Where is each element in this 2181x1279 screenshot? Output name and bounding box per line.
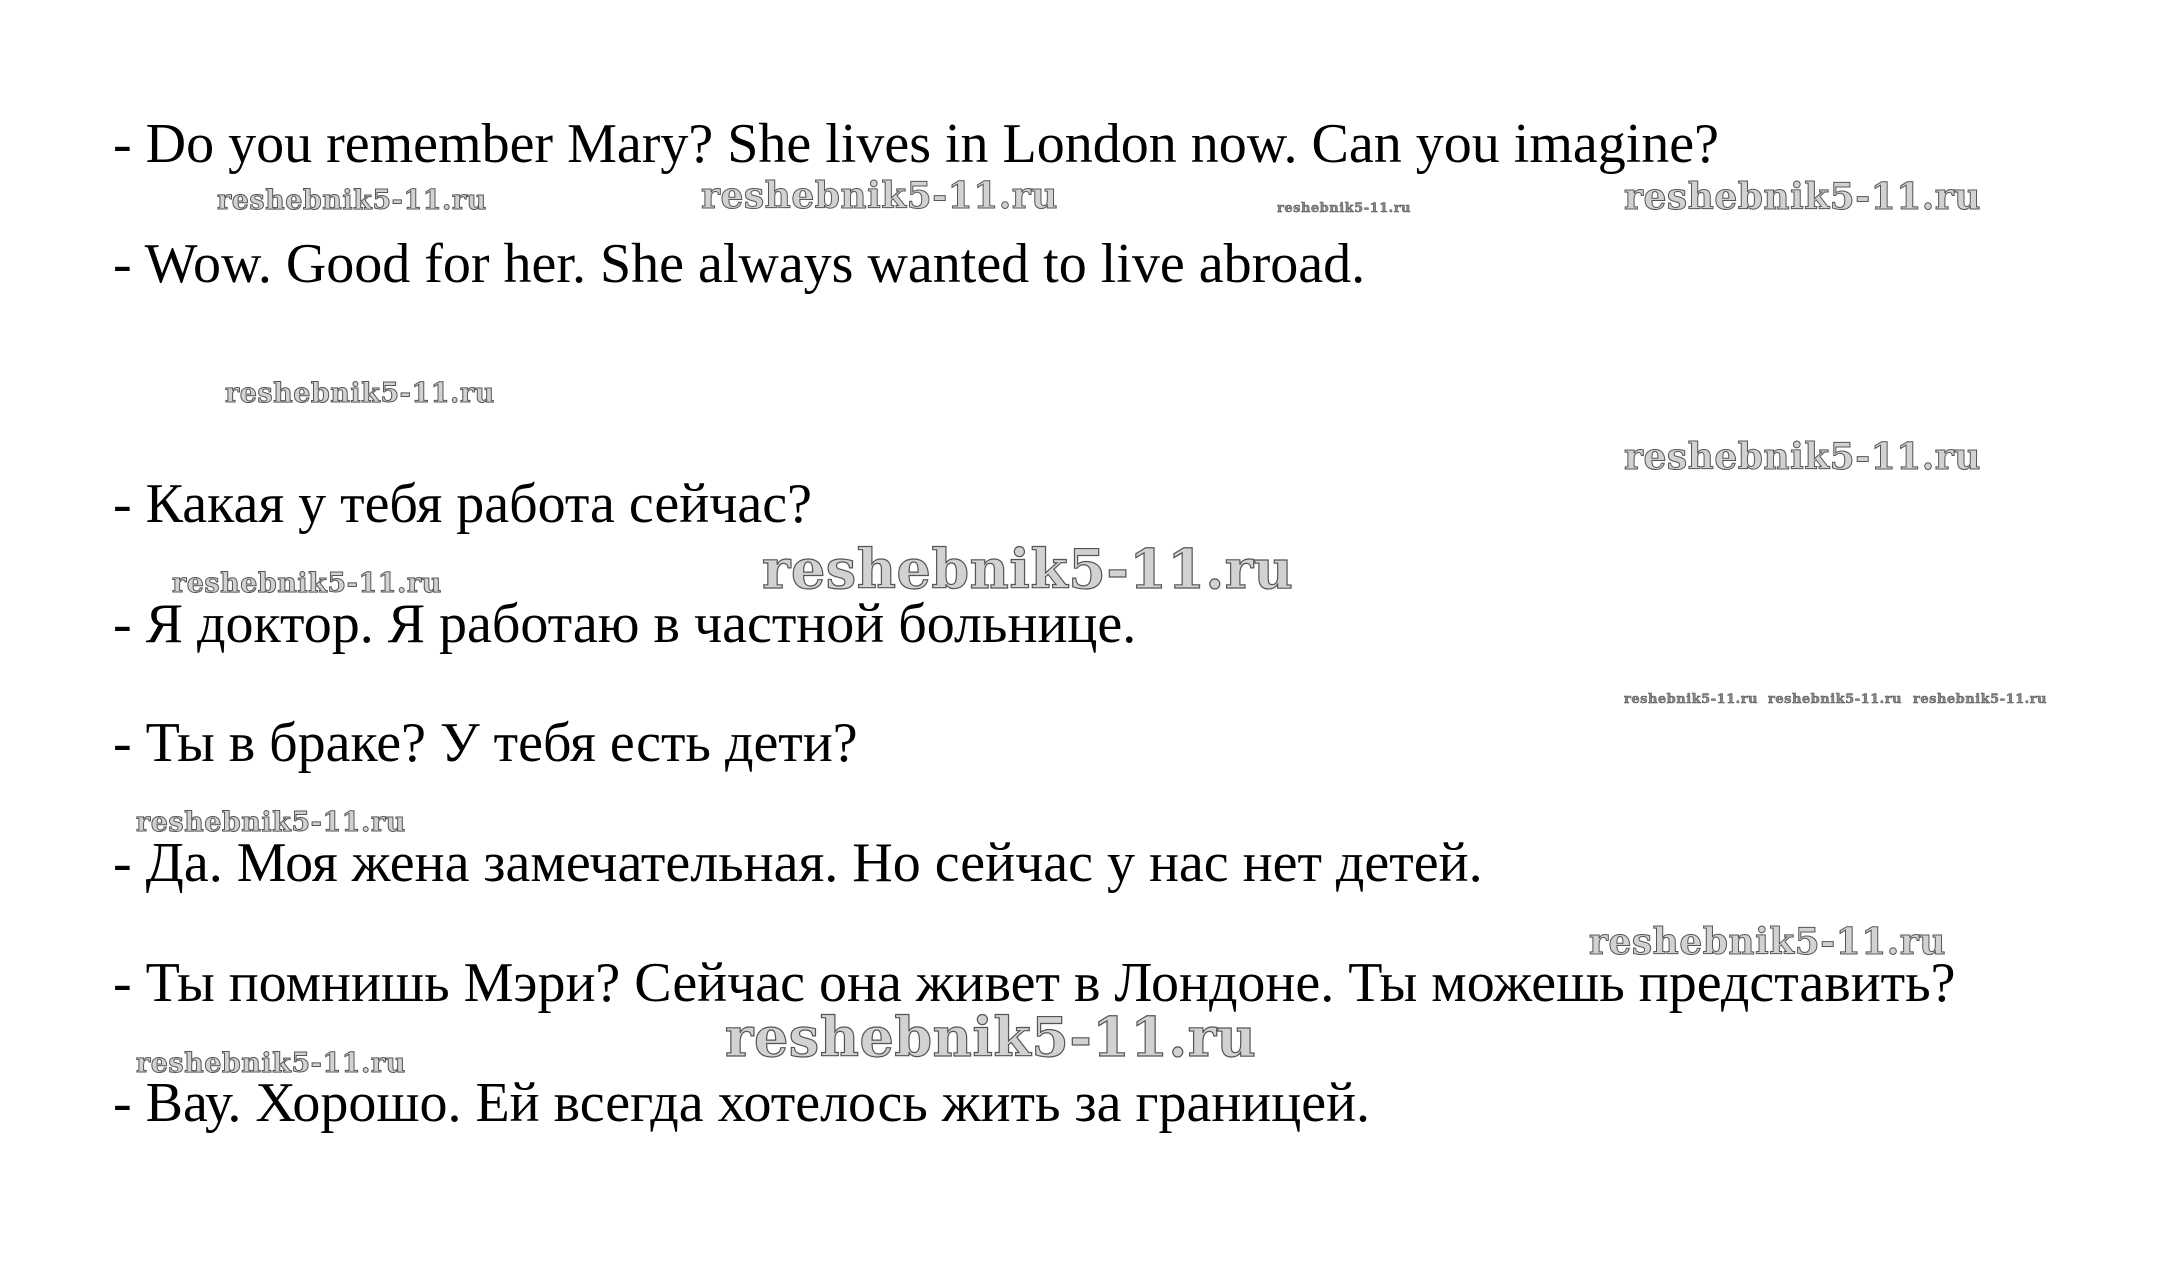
dialogue-line-1: - Do you remember Mary? She lives in London now. Can you imagine? — [113, 113, 1720, 175]
watermark: reshebnik5-11.ru — [1624, 176, 1981, 218]
watermark: reshebnik5-11.ru — [1768, 692, 1903, 707]
watermark: reshebnik5-11.ru — [172, 568, 442, 599]
watermark: reshebnik5-11.ru — [1624, 692, 1759, 707]
watermark: reshebnik5-11.ru — [725, 1005, 1257, 1069]
dialogue-line-2: - Wow. Good for her. She always wanted to live abroad. — [113, 233, 1366, 295]
watermark: reshebnik5-11.ru — [701, 175, 1058, 217]
dialogue-line-8: - Вау. Хорошо. Ей всегда хотелось жить за границей. — [113, 1072, 1371, 1134]
watermark: reshebnik5-11.ru — [136, 1048, 406, 1079]
watermark: reshebnik5-11.ru — [762, 537, 1294, 601]
dialogue-line-7: - Ты помнишь Мэри? Сейчас она живет в Лондоне. Ты можешь представить? — [113, 952, 1956, 1014]
dialogue-line-6: - Да. Моя жена замечательная. Но сейчас у нас нет детей. — [113, 832, 1483, 894]
watermark: reshebnik5-11.ru — [136, 807, 406, 838]
watermark: reshebnik5-11.ru — [1913, 692, 2048, 707]
dialogue-line-4: - Я доктор. Я работаю в частной больнице. — [113, 593, 1137, 655]
watermark: reshebnik5-11.ru — [1277, 201, 1412, 216]
watermark: reshebnik5-11.ru — [217, 185, 487, 216]
watermark: reshebnik5-11.ru — [1624, 436, 1981, 478]
watermark: reshebnik5-11.ru — [225, 378, 495, 409]
watermark: reshebnik5-11.ru — [1589, 921, 1946, 963]
dialogue-line-3: - Какая у тебя работа сейчас? — [113, 473, 812, 535]
dialogue-line-5: - Ты в браке? У тебя есть дети? — [113, 712, 858, 774]
